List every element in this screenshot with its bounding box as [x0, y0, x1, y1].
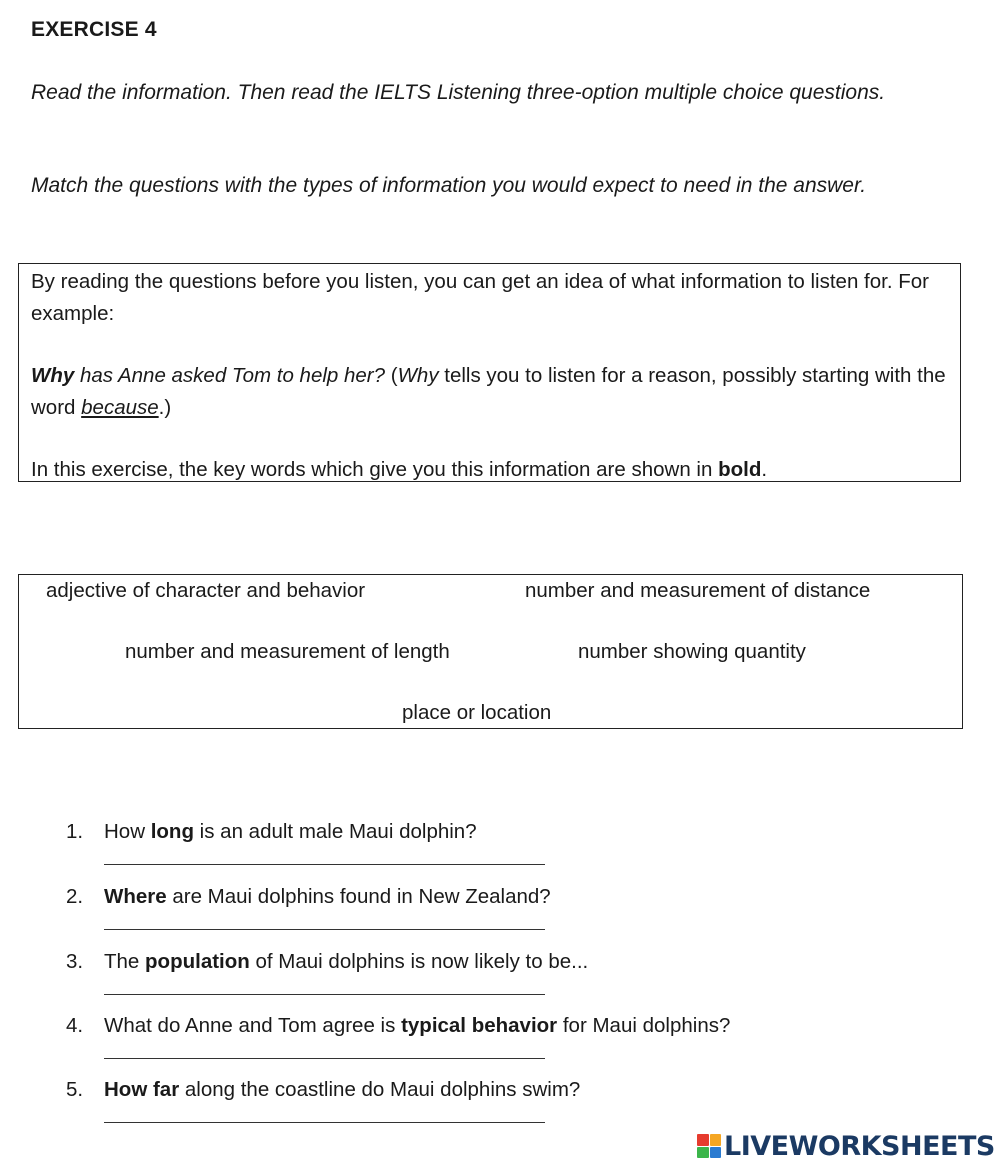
info-paragraph-bold-note [31, 454, 948, 486]
liveworksheets-logo[interactable] [697, 1130, 995, 1162]
question-number: 3. [66, 950, 84, 973]
question-post: is an adult male Maui dolphin? [193, 820, 477, 843]
example-why-italic: Why [397, 364, 439, 387]
question-post: along the coastline do Maui dolphins swim? [179, 1078, 581, 1101]
type-option-adjective[interactable]: adjective of character and behavior [46, 579, 366, 602]
question-keyword: Where [104, 885, 167, 908]
question-text [104, 1078, 580, 1102]
question-keyword: typical behavior [401, 1014, 558, 1037]
paren-open: ( [385, 364, 398, 387]
question-number: 2. [66, 885, 84, 908]
question-text [104, 950, 588, 974]
logo-text: LIVEWORKSHEETS [724, 1130, 995, 1162]
question-number: 5. [66, 1078, 84, 1101]
info-paragraph-intro: By reading the questions before you listen, you can get an idea of what information to listen for. For example: [31, 270, 929, 325]
question-item [0, 950, 900, 1014]
info-box [18, 263, 961, 482]
logo-block [697, 1134, 709, 1146]
logo-block [710, 1134, 722, 1146]
question-post: are Maui dolphins found in New Zealand? [166, 885, 551, 908]
answer-blank[interactable] [104, 994, 545, 995]
logo-block [697, 1147, 709, 1159]
type-option-distance[interactable]: number and measurement of distance [525, 579, 871, 602]
instruction-read: Read the information. Then read the IELTS Listening three-option multiple choice questions. [31, 81, 886, 104]
bold-word: bold [718, 458, 762, 481]
question-pre: The [104, 950, 146, 973]
question-text [104, 885, 551, 909]
example-why-bold: Why [31, 364, 75, 387]
example-explain: tells you to listen for a reason, possibly starting with the word [31, 364, 946, 419]
logo-blocks-icon [697, 1134, 721, 1158]
info-paragraph-example [31, 360, 948, 423]
bold-note-text: In this exercise, the key words which give you this information are shown in [31, 458, 719, 481]
type-option-length[interactable]: number and measurement of length [125, 640, 450, 663]
question-pre: How [104, 820, 151, 843]
question-keyword: How far [104, 1078, 180, 1101]
answer-blank[interactable] [104, 1058, 545, 1059]
answer-blank[interactable] [104, 864, 545, 865]
type-option-place[interactable]: place or location [402, 701, 552, 724]
question-post: for Maui dolphins? [557, 1014, 731, 1037]
question-item [0, 1014, 900, 1078]
answer-blank[interactable] [104, 929, 545, 930]
question-item [0, 820, 900, 884]
example-because: because [81, 395, 159, 419]
example-question: has Anne asked Tom to help her? [74, 364, 386, 387]
question-number: 4. [66, 1014, 84, 1037]
bold-note-end: . [761, 458, 768, 481]
instruction-match: Match the questions with the types of information you would expect to need in the answer. [31, 174, 867, 197]
question-pre: What do Anne and Tom agree is [104, 1014, 402, 1037]
exercise-heading: EXERCISE 4 [31, 18, 157, 41]
question-number: 1. [66, 820, 84, 843]
question-post: of Maui dolphins is now likely to be... [249, 950, 589, 973]
answer-blank[interactable] [104, 1122, 545, 1123]
type-option-quantity[interactable]: number showing quantity [578, 640, 806, 663]
information-types-box [18, 574, 963, 729]
question-text [104, 1014, 730, 1038]
logo-block [710, 1147, 722, 1159]
question-keyword: long [150, 820, 194, 843]
question-item [0, 885, 900, 949]
question-text [104, 820, 477, 844]
paren-close: .) [158, 395, 172, 419]
question-keyword: population [145, 950, 250, 973]
